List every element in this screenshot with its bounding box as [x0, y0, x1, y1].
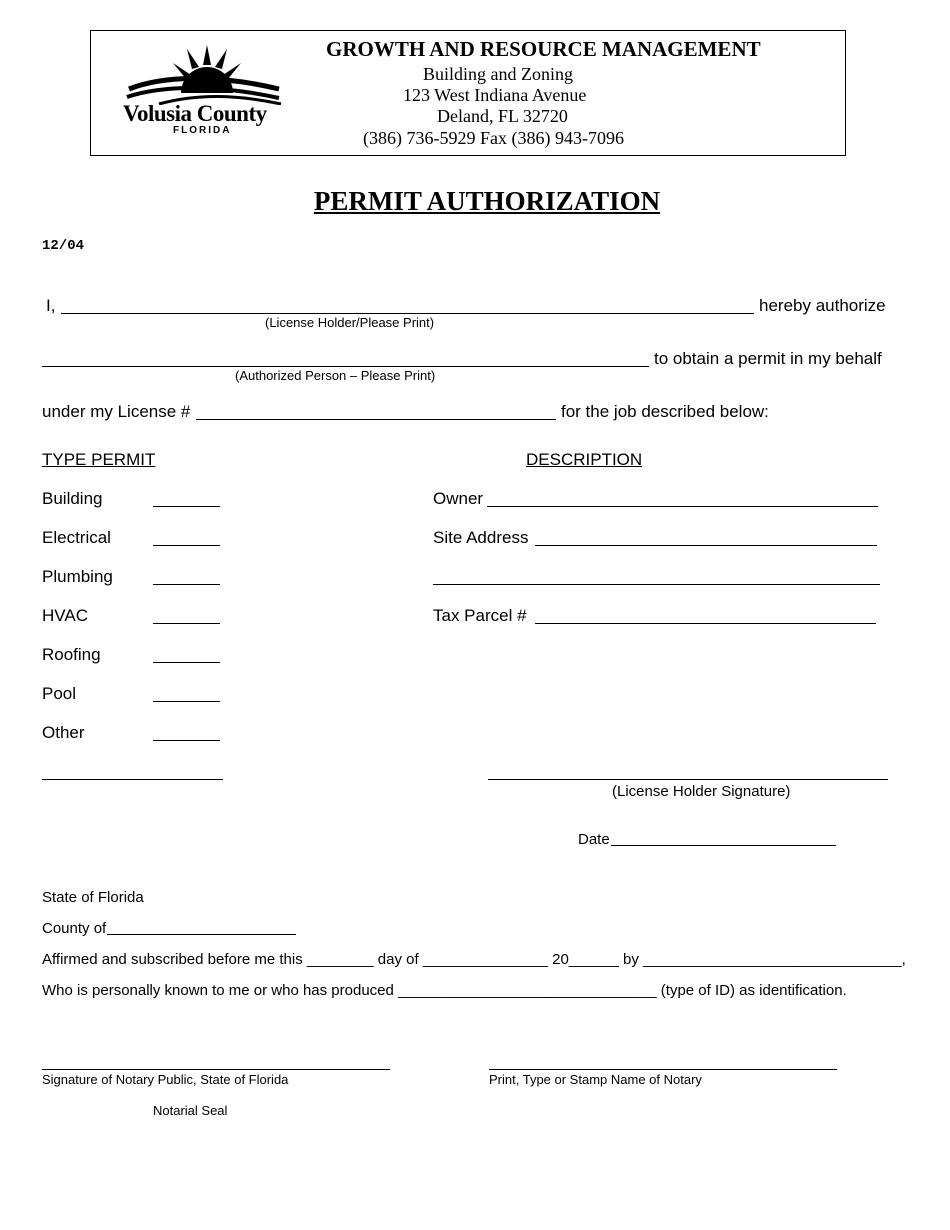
notarial-seal-label: Notarial Seal — [153, 1103, 228, 1118]
permit-type-other: Other — [42, 723, 85, 742]
notary-affirmed-text: Affirmed and subscribed before me this ________ day of _______________ 20______ by _______________________________, — [42, 951, 906, 968]
description-heading: DESCRIPTION — [526, 450, 643, 469]
license-holder-signature-caption: (License Holder Signature) — [612, 783, 791, 800]
volusia-sun-logo-icon — [119, 43, 285, 105]
notary-county-label: County of — [42, 920, 107, 937]
extra-signature-line[interactable] — [42, 779, 223, 780]
authorized-person-name-line[interactable] — [42, 366, 649, 367]
city-address: Deland, FL 32720 — [437, 106, 568, 126]
tax-parcel-line[interactable] — [535, 623, 876, 624]
owner-label: Owner — [433, 489, 484, 508]
obtain-permit-label: to obtain a permit in my behalf — [654, 349, 882, 368]
notary-state: State of Florida — [42, 889, 144, 906]
form-revision-code: 12/04 — [42, 238, 85, 254]
page-title: PERMIT AUTHORIZATION — [313, 186, 661, 216]
permit-type-hvac: HVAC — [42, 606, 88, 625]
street-address: 123 West Indiana Avenue — [403, 85, 587, 105]
license-holder-caption: (License Holder/Please Print) — [265, 315, 435, 330]
owner-line[interactable] — [487, 506, 878, 507]
department-name: GROWTH AND RESOURCE MANAGEMENT — [326, 37, 761, 61]
type-permit-heading: TYPE PERMIT — [42, 450, 156, 469]
i-label: I, — [46, 296, 56, 315]
hereby-authorize-label: hereby authorize — [759, 296, 886, 315]
license-number-label: under my License # — [42, 402, 191, 421]
logo-state-name: FLORIDA — [173, 125, 232, 136]
notary-known-text: Who is personally known to me or who has produced _______________________________ (type of ID) as identification. — [42, 982, 847, 999]
permit-type-plumbing: Plumbing — [42, 567, 113, 586]
site-address-label: Site Address — [433, 528, 529, 547]
date-label: Date — [578, 831, 610, 848]
division-name: Building and Zoning — [423, 64, 573, 84]
notary-signature-caption: Signature of Notary Public, State of Florida — [42, 1072, 289, 1087]
site-address-line-2[interactable] — [433, 584, 880, 585]
date-line[interactable] — [611, 845, 836, 846]
permit-type-hvac-line[interactable] — [153, 623, 220, 624]
notary-signature-line[interactable] — [42, 1069, 390, 1070]
tax-parcel-label: Tax Parcel # — [433, 606, 527, 625]
job-described-label: for the job described below: — [561, 402, 769, 421]
phone-fax: (386) 736-5929 Fax (386) 943-7096 — [363, 128, 624, 148]
license-holder-name-line[interactable] — [61, 313, 754, 314]
permit-type-building-line[interactable] — [153, 506, 220, 507]
letterhead — [90, 30, 846, 156]
logo-county-name: Volusia County — [123, 101, 267, 126]
permit-type-pool-line[interactable] — [153, 701, 220, 702]
notary-county-line[interactable] — [107, 934, 296, 935]
permit-type-electrical: Electrical — [42, 528, 111, 547]
permit-type-other-line[interactable] — [153, 740, 220, 741]
notary-name-line[interactable] — [489, 1069, 837, 1070]
license-holder-signature-line[interactable] — [488, 779, 888, 780]
permit-type-pool: Pool — [42, 684, 77, 703]
license-number-line[interactable] — [196, 419, 556, 420]
authorized-person-caption: (Authorized Person – Please Print) — [235, 368, 436, 383]
permit-type-roofing: Roofing — [42, 645, 101, 664]
permit-type-building: Building — [42, 489, 103, 508]
permit-type-roofing-line[interactable] — [153, 662, 220, 663]
notary-name-caption: Print, Type or Stamp Name of Notary — [489, 1072, 702, 1087]
site-address-line[interactable] — [535, 545, 877, 546]
permit-type-plumbing-line[interactable] — [153, 584, 220, 585]
permit-type-electrical-line[interactable] — [153, 545, 220, 546]
